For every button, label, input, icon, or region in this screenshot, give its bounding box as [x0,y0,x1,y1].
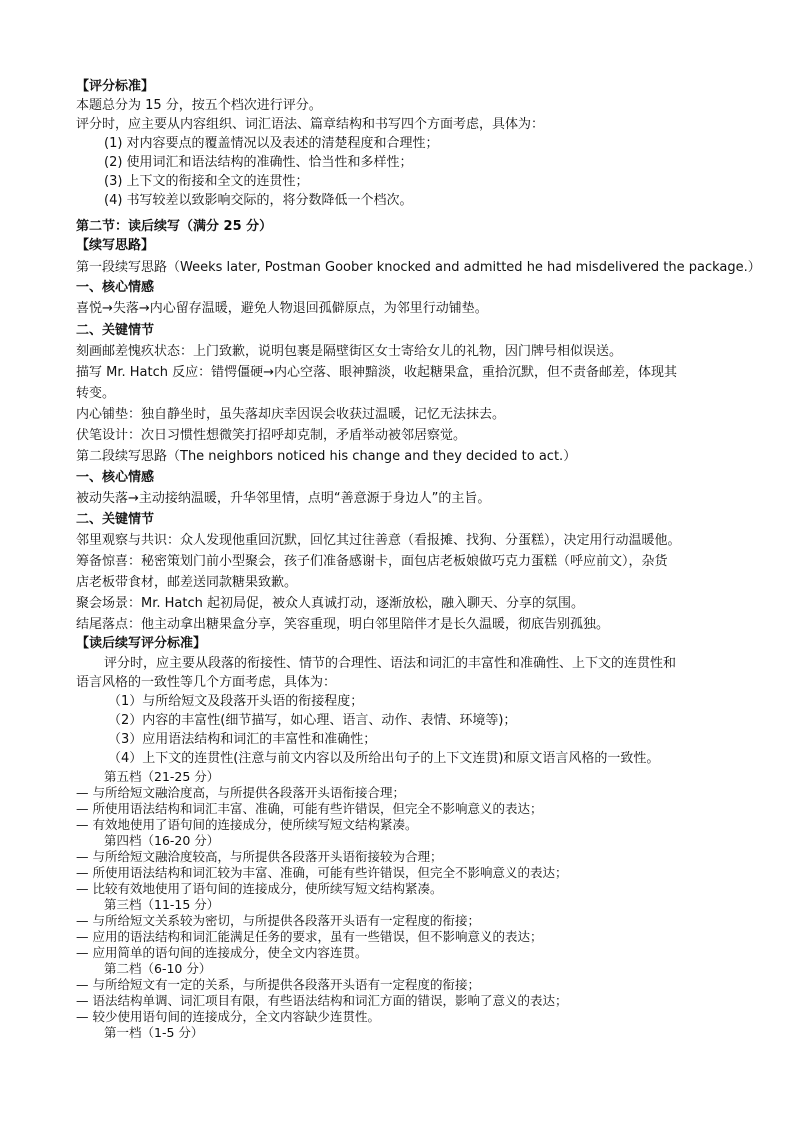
para1-core-emotion-text: 喜悦→失落→内心留存温暖，避免人物退回孤僻原点，为邻里行动铺垫。 [76,301,488,316]
grade-3-item-2: — 应用的语法结构和词汇能满足任务的要求，虽有一些错误，但不影响意义的表达； [76,929,543,944]
grade-4-item-1: — 与所给短文融洽度较高，与所提供各段落开头语衔接较为合理； [76,849,443,864]
total-score-line: 本题总分为 15 分，按五个档次进行评分。 [76,98,322,113]
para2-ideas-title: 第二段续写思路（The neighbors noticed his change and they decided to act.） [76,449,577,464]
grade-5-item-3: — 有效地使用了语句间的连接成分，使所续写短文结构紧凑。 [76,817,418,832]
continuation-ideas-heading: 【续写思路】 [76,238,155,253]
scoring-intro-line: 评分时，应主要从内容组织、词汇语法、篇章结构和书写四个方面考虑，具体为： [76,117,545,132]
cont-criterion-1: （1）与所给短文及段落开头语的衔接程度； [108,694,364,709]
grade-2-heading: 第二档（6-10 分） [104,961,212,976]
para1-ideas-title: 第一段续写思路（Weeks later, Postman Goober knocked and admitted he had misdelivered the package.） [76,260,761,275]
para2-plot-3: 聚会场景：Mr. Hatch 起初局促，被众人真诚打动，逐渐放松，融入聊天、分享的氛围。 [76,596,584,611]
para1-plot-2-cont: 转变。 [76,386,116,401]
grade-4-item-3: — 比较有效地使用了语句间的连接成分，使所续写短文结构紧凑。 [76,881,443,896]
criterion-2: (2) 使用词汇和语法结构的准确性、恰当性和多样性； [104,155,413,170]
grade-4-item-2: — 所使用语法结构和词汇较为丰富、准确，可能有些许错误，但完全不影响意义的表达； [76,865,568,880]
criterion-3: (3) 上下文的衔接和全文的连贯性； [104,174,309,189]
para2-plot-4: 结尾落点：他主动拿出糖果盒分享，笑容重现，明白邻里陪伴才是长久温暖，彻底告别孤独。 [76,617,610,632]
grade-2-item-3: — 较少使用语句间的连接成分，全文内容缺少连贯性。 [76,1009,380,1024]
grade-1-heading: 第一档（1-5 分） [104,1025,204,1040]
para2-plot-2-cont: 店老板带食材，邮差送同款糖果致歉。 [76,575,298,590]
grade-5-heading: 第五档（21-25 分） [104,769,220,784]
para1-plot-2: 描写 Mr. Hatch 反应：错愕僵硬→内心空落、眼神黯淡，收起糖果盒，重拾沉默，但不责备邮差，体现其 [76,365,678,380]
continuation-scoring-heading: 【读后续写评分标准】 [76,636,207,651]
para1-plot-4: 伏笔设计：次日习惯性想微笑打招呼却克制，矛盾举动被邻居察觉。 [76,428,467,443]
para2-plot-1: 邻里观察与共识：众人发现他重回沉默，回忆其过往善意（看报摊、找狗、分蛋糕），决定用行动温暖他。 [76,533,681,548]
para2-plot-2: 筹备惊喜：秘密策划门前小型聚会，孩子们准备感谢卡，面包店老板娘做巧克力蛋糕（呼应前文），杂货 [76,554,668,569]
para2-key-plot-heading: 二、关键情节 [76,512,155,527]
grade-2-item-2: — 语法结构单调、词汇项目有限，有些语法结构和词汇方面的错误，影响了意义的表达； [76,993,568,1008]
cont-criterion-3: （3）应用语法结构和词汇的丰富性和准确性； [108,732,377,747]
grade-3-heading: 第三档（11-15 分） [104,897,220,912]
grade-5-item-2: — 所使用语法结构和词汇丰富、准确，可能有些许错误，但完全不影响意义的表达； [76,801,543,816]
cont-criterion-2: （2）内容的丰富性(细节描写，如心理、语言、动作、表情、环境等)； [108,713,517,728]
para1-core-emotion-heading: 一、核心情感 [76,280,155,295]
para1-plot-1: 刻画邮差愧疚状态：上门致歉，说明包裹是隔壁街区女士寄给女儿的礼物，因门牌号相似误送。 [76,344,623,359]
para2-core-emotion-text: 被动失落→主动接纳温暖，升华邻里情，点明“善意源于身边人”的主旨。 [76,491,491,506]
grade-3-item-3: — 应用简单的语句间的连接成分，使全文内容连贯。 [76,945,368,960]
para1-plot-3: 内心铺垫：独自静坐时，虽失落却庆幸因误会收获过温暖，记忆无法抹去。 [76,407,506,422]
grade-3-item-1: — 与所给短文关系较为密切，与所提供各段落开头语有一定程度的衔接； [76,913,480,928]
continuation-scoring-intro: 评分时，应主要从段落的衔接性、情节的合理性、语法和词汇的丰富性和准确性、上下文的连贯性和 [104,656,677,671]
continuation-scoring-intro-cont: 语言风格的一致性等几个方面考虑，具体为： [76,675,337,690]
grade-5-item-1: — 与所给短文融洽度高，与所提供各段落开头语衔接合理； [76,785,405,800]
section-two-heading: 第二节：读后续写（满分 25 分） [76,219,273,234]
scoring-standard-heading: 【评分标准】 [76,79,155,94]
criterion-1: (1) 对内容要点的覆盖情况以及表述的清楚程度和合理性； [104,136,439,151]
criterion-4: (4) 书写较差以致影响交际的，将分数降低一个档次。 [104,193,413,208]
grade-4-heading: 第四档（16-20 分） [104,833,220,848]
grade-2-item-1: — 与所给短文有一定的关系，与所提供各段落开头语有一定程度的衔接； [76,977,480,992]
para1-key-plot-heading: 二、关键情节 [76,323,155,338]
cont-criterion-4: （4）上下文的连贯性(注意与前文内容以及所给出句子的上下文连贯)和原文语言风格的一致性。 [108,751,660,766]
para2-core-emotion-heading: 一、核心情感 [76,470,155,485]
